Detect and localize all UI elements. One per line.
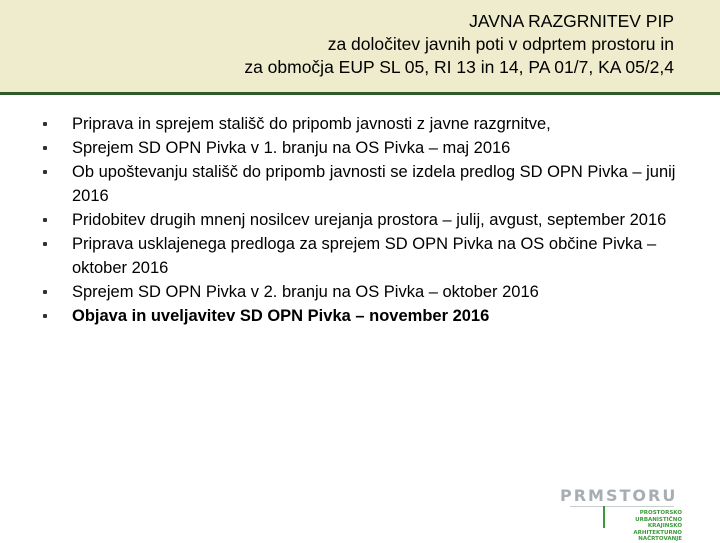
bullet-icon <box>43 218 47 222</box>
logo-tagline-line: PROSTORSKO <box>639 510 682 516</box>
slide-title <box>244 10 674 79</box>
bullet-item <box>40 160 690 208</box>
logo-tagline <box>602 510 682 543</box>
slide-header <box>0 0 720 95</box>
bullet-icon <box>43 242 47 246</box>
bullet-icon <box>43 146 47 150</box>
bullet-icon <box>43 314 47 318</box>
bullet-text: Ob upoštevanju stališč do pripomb javnosti se izdela predlog SD OPN Pivka – junij 2016 <box>72 163 676 205</box>
bullet-text: Objava in uveljavitev SD OPN Pivka – november 2016 <box>72 307 490 325</box>
logo-tagline-line: KRAJINSKO <box>647 523 682 529</box>
title-line-3: za območja EUP SL 05, RI 13 in 14, PA 01/7, KA 05/2,4 <box>244 57 674 77</box>
title-line-2: za določitev javnih poti v odprtem prostoru in <box>327 34 674 54</box>
bullet-item <box>40 112 690 136</box>
bullet-text: Sprejem SD OPN Pivka v 1. branju na OS Pivka – maj 2016 <box>72 139 511 157</box>
bullet-item <box>40 208 690 232</box>
company-logo <box>560 480 690 542</box>
bullet-item <box>40 136 690 160</box>
bullet-item <box>40 280 690 304</box>
bullet-icon <box>43 170 47 174</box>
bullet-item <box>40 304 690 328</box>
bullet-text: Pridobitev drugih mnenj nosilcev urejanja prostora – julij, avgust, september 2016 <box>72 211 667 229</box>
bullet-item <box>40 232 690 280</box>
bullet-list <box>40 112 690 328</box>
logo-wordmark: PRMSTORU <box>560 486 678 505</box>
logo-tagline-line: URBANISTIČNO <box>635 516 682 523</box>
logo-tagline-line: NAČRTOVANJE <box>638 536 682 542</box>
title-line-1: JAVNA RAZGRNITEV PIP <box>469 11 674 31</box>
logo-tagline-line: ARHITEKTURNO <box>633 529 682 536</box>
bullet-icon <box>43 122 47 126</box>
bullet-text: Priprava in sprejem stališč do pripomb javnosti z javne razgrnitve, <box>72 115 551 133</box>
logo-divider <box>570 506 674 507</box>
bullet-text: Priprava usklajenega predloga za sprejem SD OPN Pivka na OS občine Pivka – oktober 2016 <box>72 235 657 277</box>
bullet-icon <box>43 290 47 294</box>
bullet-text: Sprejem SD OPN Pivka v 2. branju na OS Pivka – oktober 2016 <box>72 283 539 301</box>
